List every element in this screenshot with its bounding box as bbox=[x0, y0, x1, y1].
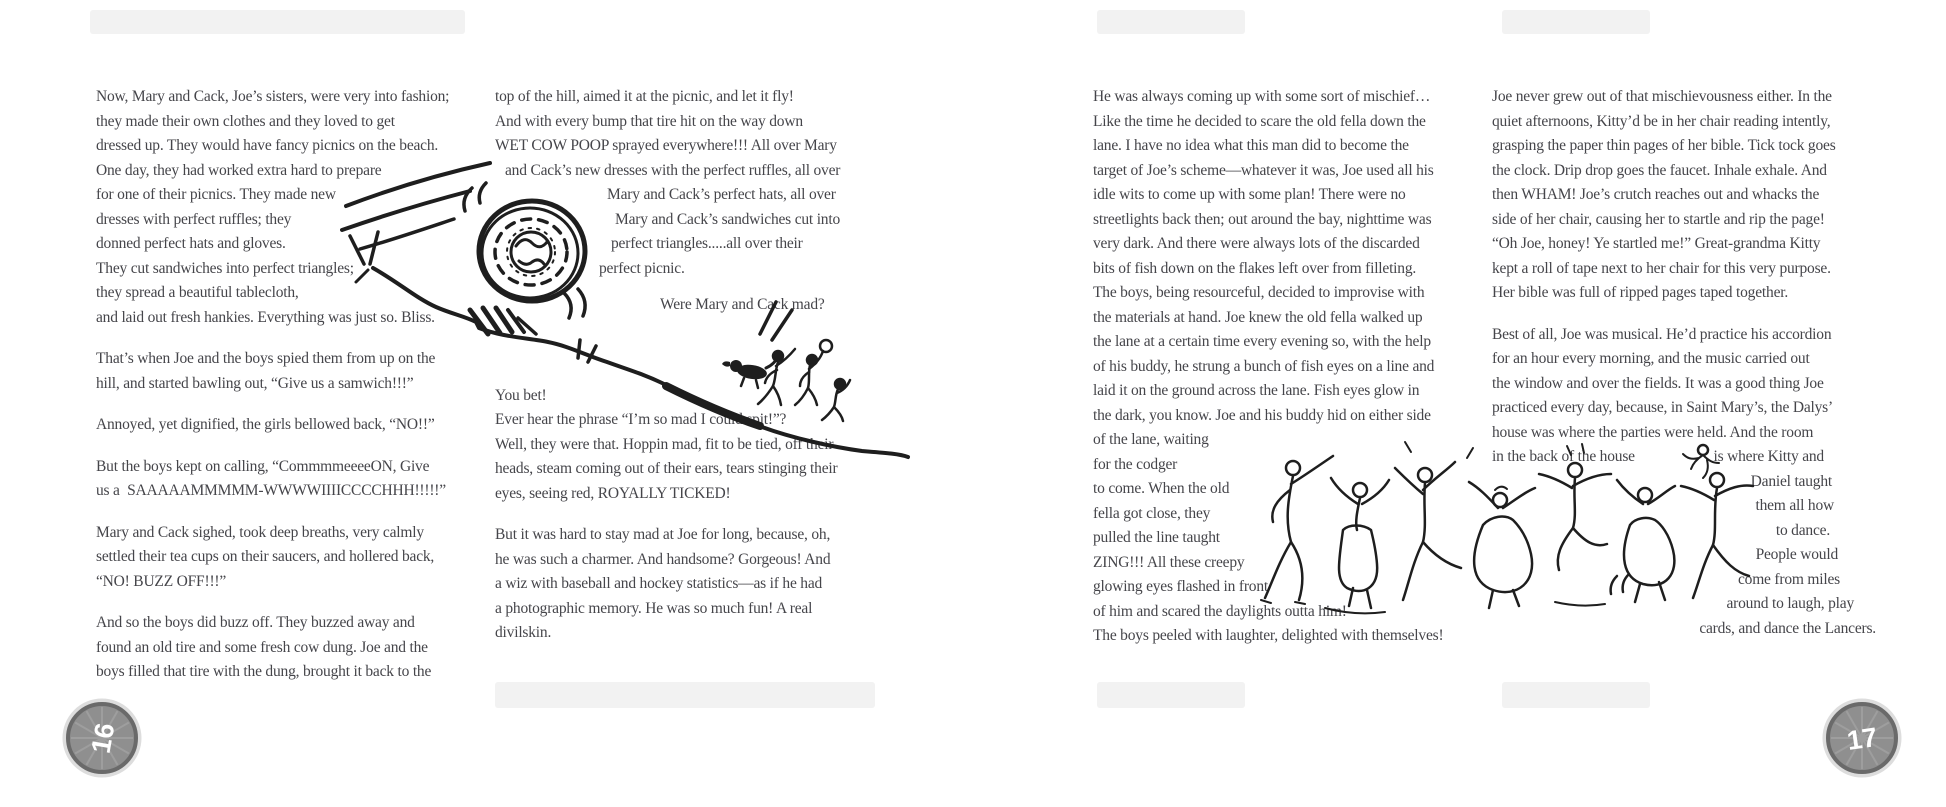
scan-artifact-band bbox=[90, 10, 465, 34]
text-line: The boys, being resourceful, decided to improvise with bbox=[1093, 284, 1425, 301]
text-line: very dark. And there were always lots of the discarded bbox=[1093, 235, 1420, 252]
text-line: in the back of the house is where Kitty and bbox=[1492, 448, 1824, 465]
text-line: And so the boys did buzz off. They buzzed away and bbox=[96, 614, 415, 631]
text-line: settled their tea cups on their saucers, and hollered back, bbox=[96, 548, 435, 565]
text-line: streetlights back then; out around the bay, nighttime was bbox=[1093, 210, 1432, 228]
text-line: Daniel taught bbox=[1750, 472, 1832, 490]
text-line: the window and over the fields. It was a good thing Joe bbox=[1492, 374, 1824, 392]
text-line: for one of their picnics. They made new bbox=[96, 186, 336, 203]
text-line: them all how bbox=[1755, 497, 1834, 514]
text-line: a wiz with baseball and hockey statistics—as if he had bbox=[495, 575, 823, 592]
text-line: then WHAM! Joe’s crutch reaches out and whacks the bbox=[1492, 186, 1820, 203]
text-line: pulled the line taught bbox=[1093, 529, 1220, 546]
scan-artifact-band bbox=[1502, 682, 1650, 708]
text-line: You bet! bbox=[495, 386, 547, 404]
text-line: They cut sandwiches into perfect triangles; bbox=[96, 259, 354, 277]
text-line: That’s when Joe and the boys spied them from up on the bbox=[96, 350, 436, 367]
text-line: the clock. Drip drop goes the faucet. Inhale exhale. And bbox=[1492, 161, 1827, 179]
text-line: ZING!!! All these creepy bbox=[1093, 553, 1245, 571]
text-line: And with every bump that tire hit on the way down bbox=[495, 112, 803, 130]
page-number-badge-right bbox=[1822, 698, 1902, 778]
scan-artifact-band bbox=[1502, 10, 1650, 34]
text-line: glowing eyes flashed in front bbox=[1093, 578, 1268, 595]
text-line: dresses with perfect ruffles; they bbox=[96, 210, 292, 228]
text-line: practiced every day, because, in Saint Mary’s, the Dalys’ bbox=[1492, 399, 1833, 416]
text-line: for the codger bbox=[1093, 455, 1178, 473]
text-line: perfect triangles.....all over their bbox=[611, 235, 803, 252]
text-line: Annoyed, yet dignified, the girls bellowed back, “NO!!” bbox=[96, 416, 435, 433]
text-line: of his buddy, he strung a bunch of fish eyes on a line and bbox=[1093, 357, 1435, 375]
text-line: One day, they had worked extra hard to prepare bbox=[96, 161, 382, 179]
text-line: of the lane, waiting bbox=[1093, 431, 1209, 448]
text-line: People would bbox=[1755, 546, 1838, 563]
text-line: found an old tire and some fresh cow dung. Joe and the bbox=[96, 638, 428, 656]
text-line: they spread a beautiful tablecloth, bbox=[96, 284, 299, 301]
page-number-right: 17 bbox=[1845, 722, 1880, 756]
text-line: top of the hill, aimed it at the picnic, and let it fly! bbox=[495, 88, 794, 105]
text-line: target of Joe’s scheme—whatever it was, Joe used all his bbox=[1093, 161, 1434, 179]
paragraph bbox=[96, 611, 488, 685]
text-line: they made their own clothes and they loved to get bbox=[96, 112, 395, 130]
text-line: “NO! BUZZ OFF!!!” bbox=[96, 572, 227, 590]
text-line: Her bible was full of ripped pages taped together. bbox=[1492, 284, 1789, 301]
text-line: Were Mary and Cack mad? bbox=[660, 296, 825, 313]
text-line: kept a roll of tape next to her chair for this very purpose. bbox=[1492, 259, 1831, 277]
text-line: and laid out fresh hankies. Everything was just so. Bliss. bbox=[96, 308, 435, 326]
text-line: the lane at a certain time every evening so, with the help bbox=[1093, 333, 1431, 350]
text-line: lane. I have no idea what this man did to become the bbox=[1093, 137, 1409, 154]
text-line: dressed up. They would have fancy picnics on the beach. bbox=[96, 137, 439, 154]
text-line: side of her chair, causing her to startle and rip the page! bbox=[1492, 210, 1825, 228]
page-number-left: 16 bbox=[85, 720, 121, 756]
text-line: idle wits to come up with some plan! There were no bbox=[1093, 186, 1406, 203]
dancers-illustration bbox=[1255, 430, 1770, 630]
text-line: Mary and Cack sighed, took deep breaths, very calmly bbox=[96, 523, 424, 541]
text-line: of him and scared the daylights outta him! bbox=[1093, 602, 1347, 620]
text-line: eyes, seeing red, ROYALLY TICKED! bbox=[495, 484, 731, 502]
text-line: But the boys kept on calling, “CommmmeeeeON, Give bbox=[96, 457, 430, 475]
text-line: laid it on the ground across the lane. Fish eyes glow in bbox=[1093, 382, 1420, 399]
text-line: for an hour every morning, and the music carried out bbox=[1492, 350, 1810, 367]
page-number-badge-left bbox=[62, 698, 142, 778]
text-line: perfect picnic. bbox=[599, 259, 685, 277]
scan-artifact-band bbox=[495, 682, 875, 708]
paragraph bbox=[96, 521, 488, 595]
text-line: bits of fish down on the flakes left over from filleting. bbox=[1093, 259, 1417, 277]
paragraph bbox=[1492, 85, 1876, 306]
text-line: “Oh Joe, honey! Ye startled me!” Great-grandma Kitty bbox=[1492, 235, 1821, 252]
text-line: Like the time he decided to scare the old fella down the bbox=[1093, 112, 1426, 130]
boys-figures bbox=[758, 340, 850, 421]
text-line: WET COW POOP sprayed everywhere!!! All over Mary bbox=[495, 137, 837, 154]
text-line: the materials at hand. Joe knew the old fella walked up bbox=[1093, 308, 1423, 326]
tire-hill-illustration bbox=[340, 150, 940, 490]
text-line: come from miles bbox=[1737, 570, 1840, 588]
text-line: the dark, you know. Joe and his buddy hid on either side bbox=[1093, 406, 1431, 424]
text-line: But it was hard to stay mad at Joe for long, because, oh, bbox=[495, 526, 831, 543]
text-line: quiet afternoons, Kitty’d be in her chair reading intently, bbox=[1492, 112, 1831, 130]
text-line: cards, and dance the Lancers. bbox=[1699, 619, 1876, 637]
text-line: house was where the parties were held. And the room bbox=[1492, 423, 1814, 441]
text-line: he was such a charmer. And handsome? Gorgeous! And bbox=[495, 550, 831, 568]
text-line: heads, steam coming out of their ears, tears stinging their bbox=[495, 460, 838, 477]
text-line: to dance. bbox=[1775, 521, 1830, 539]
text-line: us a SAAAAAMMMMM-WWWWIIIICCCCHHH!!!!!” bbox=[96, 482, 446, 499]
text-line: The boys peeled with laughter, delighted with themselves! bbox=[1093, 627, 1444, 644]
text-line: grasping the paper thin pages of her bible. Tick tock goes bbox=[1492, 137, 1836, 154]
text-line: boys filled that tire with the dung, brought it back to the bbox=[96, 663, 432, 680]
text-line: He was always coming up with some sort of mischief… bbox=[1093, 88, 1431, 105]
text-line: hill, and started bawling out, “Give us a samwich!!!” bbox=[96, 374, 414, 392]
text-line: Now, Mary and Cack, Joe’s sisters, were very into fashion; bbox=[96, 88, 450, 105]
paragraph bbox=[495, 523, 887, 646]
text-line: Mary and Cack’s perfect hats, all over bbox=[607, 186, 836, 203]
text-line: divilskin. bbox=[495, 624, 552, 641]
text-line: and Cack’s new dresses with the perfect ruffles, all over bbox=[505, 161, 841, 179]
scan-artifact-band bbox=[1097, 682, 1245, 708]
text-line: donned perfect hats and gloves. bbox=[96, 235, 286, 252]
text-line: Joe never grew out of that mischievousness either. In the bbox=[1492, 88, 1832, 105]
text-line: Well, they were that. Hoppin mad, fit to be tied, off their bbox=[495, 435, 834, 453]
text-line: to come. When the old bbox=[1093, 480, 1230, 497]
text-line: Ever hear the phrase “I’m so mad I could spit!”? bbox=[495, 411, 787, 428]
text-line: around to laugh, play bbox=[1726, 595, 1854, 612]
text-line: Mary and Cack’s sandwiches cut into bbox=[615, 210, 841, 228]
text-line: fella got close, they bbox=[1093, 504, 1211, 522]
scan-artifact-band bbox=[1097, 10, 1245, 34]
text-line: a photographic memory. He was so much fun! A real bbox=[495, 599, 813, 617]
text-line: Best of all, Joe was musical. He’d practice his accordion bbox=[1492, 325, 1832, 343]
